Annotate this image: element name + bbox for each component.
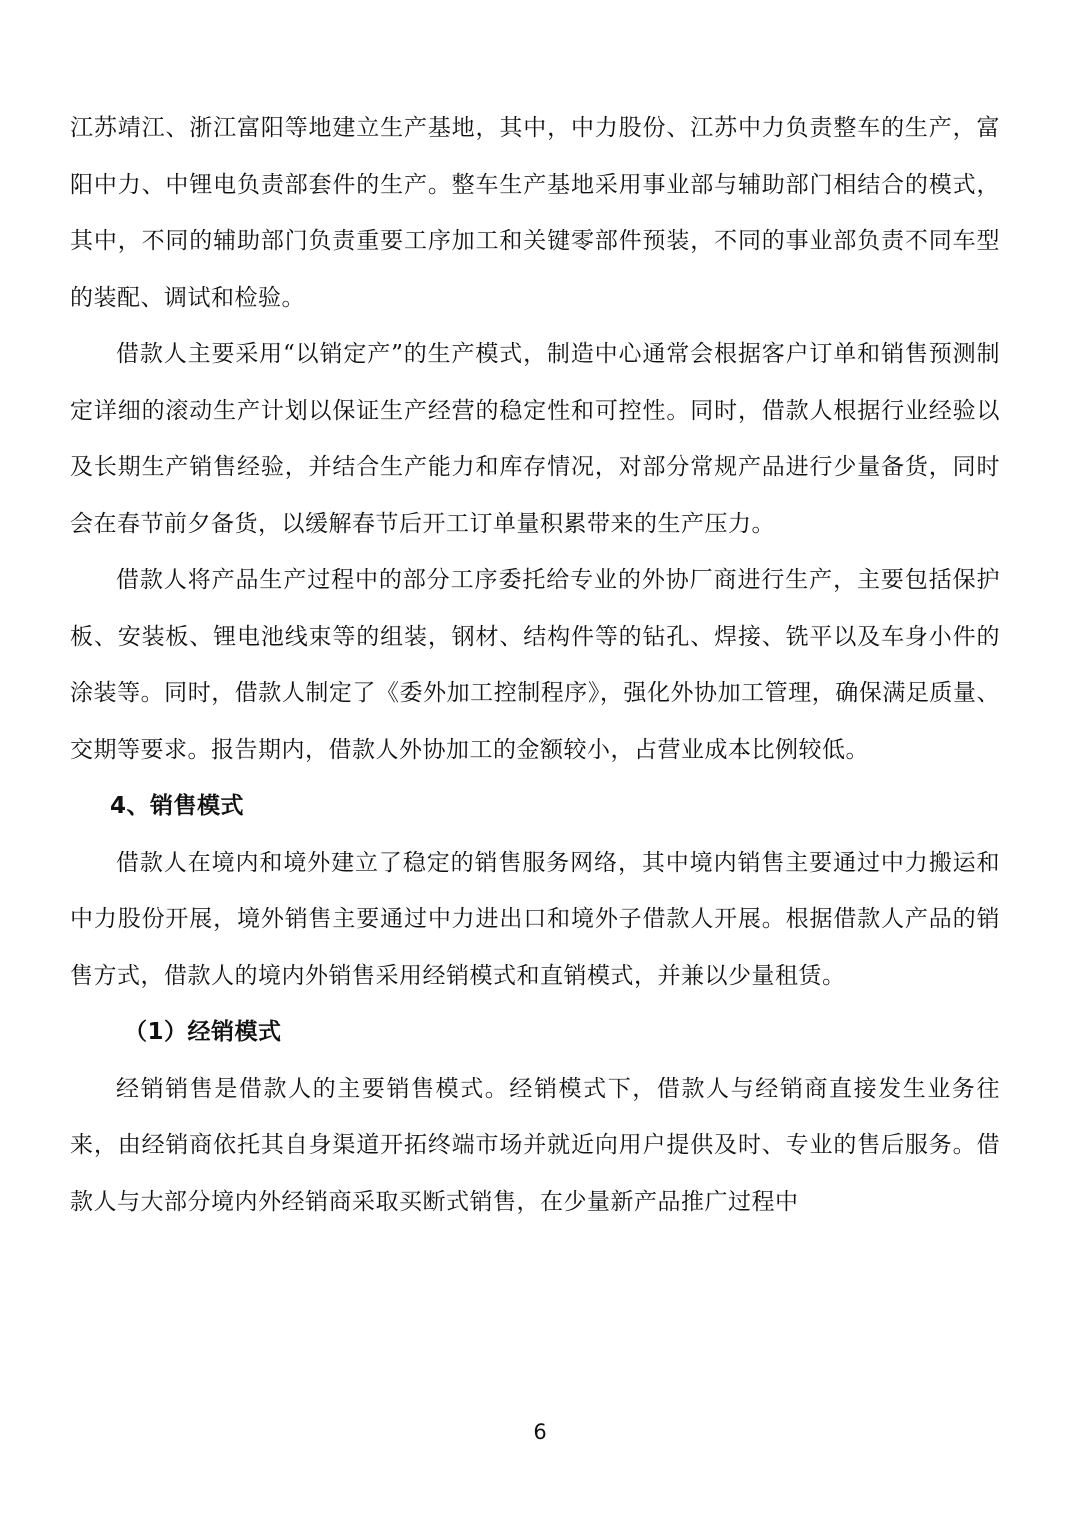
paragraph-production-bases: 江苏靖江、浙江富阳等地建立生产基地，其中，中力股份、江苏中力负责整车的生产，富阳中力、中锂电负责部套件的生产。整车生产基地采用事业部与辅助部门相结合的模式，其中，不同的辅助部门负责重要工序加工和关键零部件预装，不同的事业部负责不同车型的装配、调试和检验。 (70, 115, 1000, 311)
paragraph-sales-network: 借款人在境内和境外建立了稳定的销售服务网络，其中境内销售主要通过中力搬运和中力股份开展，境外销售主要通过中力进出口和境外子借款人开展。根据借款人产品的销售方式，借款人的境内外销售采用经销模式和直销模式，并兼以少量租赁。 (70, 849, 1000, 989)
subsection-heading-distribution-mode: （1）经销模式 (124, 1019, 282, 1045)
paragraph-production-mode: 借款人主要采用“以销定产”的生产模式，制造中心通常会根据客户订单和销售预测制定详细的滚动生产计划以保证生产经营的稳定性和可控性。同时，借款人根据行业经验以及长期生产销售经验，并结合生产能力和库存情况，对部分常规产品进行少量备货，同时会在春节前夕备货，以缓解春节后开工订单量积累带来的生产压力。 (70, 341, 1000, 537)
page-number: 6 (533, 1420, 547, 1444)
paragraph-outsourcing: 借款人将产品生产过程中的部分工序委托给专业的外协厂商进行生产，主要包括保护板、安装板、锂电池线束等的组装，钢材、结构件等的钻孔、焊接、铣平以及车身小件的涂装等。同时，借款人制定了《委外加工控制程序》，强化外协加工管理，确保满足质量、交期等要求。报告期内，借款人外协加工的金额较小，占营业成本比例较低。 (70, 567, 1000, 763)
section-heading-sales-mode: 4、销售模式 (110, 793, 245, 819)
paragraph-distribution: 经销销售是借款人的主要销售模式。经销模式下，借款人与经销商直接发生业务往来，由经销商依托其自身渠道开拓终端市场并就近向用户提供及时、专业的售后服务。借款人与大部分境内外经销商采取买断式销售，在少量新产品推广过程中 (70, 1075, 1000, 1215)
page-content (70, 100, 1000, 1230)
